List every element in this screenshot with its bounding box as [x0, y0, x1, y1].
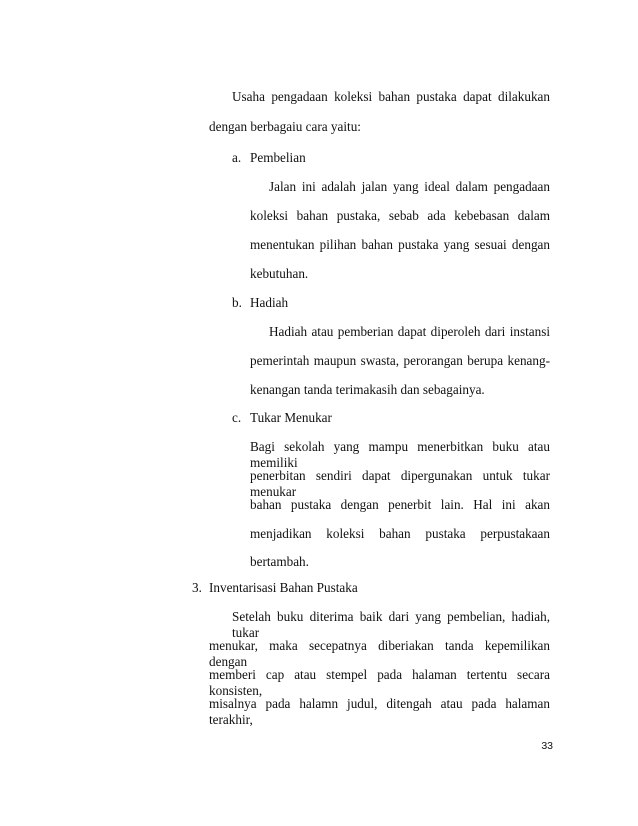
intro-line-2: dengan berbagaiu cara yaitu:: [209, 119, 361, 134]
item-c-line-4: menjadikan koleksi bahan pustaka perpustakaan: [250, 526, 550, 541]
item-c-title: Tukar Menukar: [250, 410, 332, 425]
item-c-line-3: bahan pustaka dengan penerbit lain. Hal ini akan: [250, 497, 550, 512]
item-c-line-2: penerbitan sendiri dapat dipergunakan untuk tukar menukar: [250, 468, 550, 499]
section-3-line-2: menukar, maka secepatnya diberiakan tanda kepemilikan dengan: [209, 638, 550, 669]
item-a-title: Pembelian: [250, 150, 306, 165]
item-a-line-2: koleksi bahan pustaka, sebab ada kebebasan dalam: [250, 208, 550, 223]
item-a-label: a.: [232, 150, 242, 165]
section-3-number: 3.: [192, 580, 202, 595]
section-3-line-1: Setelah buku diterima baik dari yang pembelian, hadiah, tukar: [232, 609, 550, 640]
item-c-line-1: Bagi sekolah yang mampu menerbitkan buku atau memiliki: [250, 439, 550, 470]
item-c-line-5: bertambah.: [250, 554, 309, 569]
page-number: 33: [541, 740, 553, 752]
item-b-line-1: Hadiah atau pemberian dapat diperoleh dari instansi: [269, 324, 550, 339]
item-b-title: Hadiah: [250, 295, 289, 310]
intro-line-1: Usaha pengadaan koleksi bahan pustaka dapat dilakukan: [232, 89, 550, 104]
item-a-line-3: menentukan pilihan bahan pustaka yang sesuai dengan: [250, 237, 550, 252]
section-3-line-3: memberi cap atau stempel pada halaman tertentu secara konsisten,: [209, 667, 550, 698]
item-c-label: c.: [232, 410, 242, 425]
item-b-label: b.: [232, 295, 242, 310]
item-b-line-3: kenangan tanda terimakasih dan sebagainya.: [250, 382, 485, 397]
item-b-line-2: pemerintah maupun swasta, perorangan berupa kenang-: [250, 353, 550, 368]
section-3-line-4: misalnya pada halamn judul, ditengah atau pada halaman terakhir,: [209, 696, 550, 727]
item-a-line-1: Jalan ini adalah jalan yang ideal dalam pengadaan: [269, 179, 550, 194]
section-3-title: Inventarisasi Bahan Pustaka: [209, 580, 358, 595]
item-a-line-4: kebutuhan.: [250, 266, 309, 281]
